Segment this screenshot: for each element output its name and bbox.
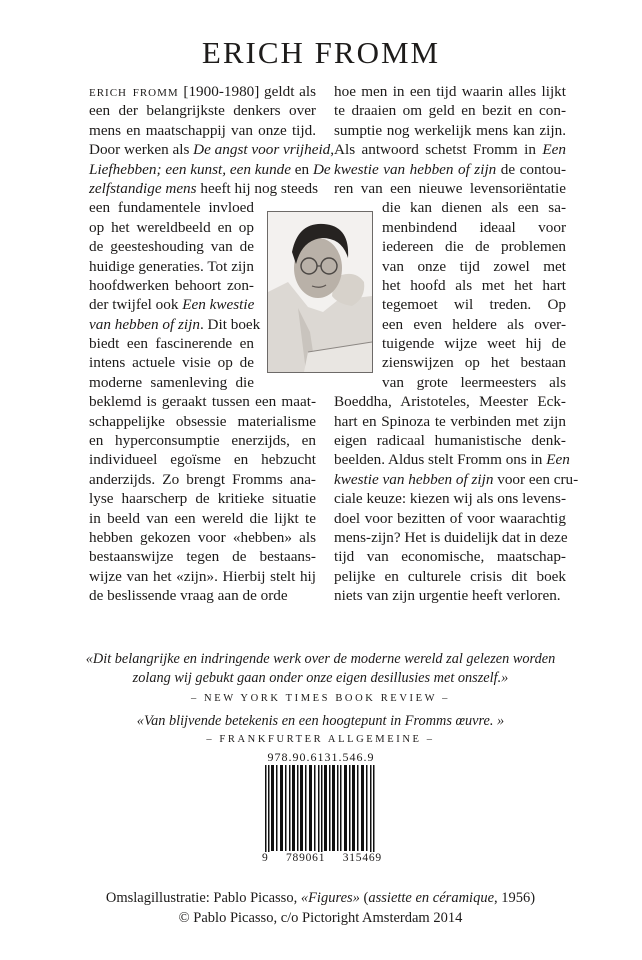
text-run: niets van zijn urgentie heeft verloren. [334, 587, 561, 605]
text-run: op het wereldbeeld en op [89, 218, 254, 236]
text-run: moderne samenleving die [89, 373, 254, 391]
text-line [382, 237, 566, 256]
barcode-digits [261, 852, 383, 864]
italic-title: Een [542, 141, 566, 159]
cover-credit-line-1 [20, 888, 621, 908]
text-run: , [330, 141, 335, 159]
text-line [89, 276, 254, 295]
text-line [89, 392, 316, 411]
text-run: eigen radicaal humanistische denk- [334, 432, 566, 450]
text-line [334, 82, 566, 101]
text-run: te draaien om geld en bezit en con- [334, 102, 566, 120]
text-line [89, 179, 319, 198]
text-line [89, 82, 316, 101]
isbn-text: 978.90.6131.546.9 [267, 750, 375, 764]
review-quote-1-line-1: «Dit belangrijke en indringende werk over de moderne wereld zal gelezen worden [85, 651, 556, 667]
text-run: ren van een nieuwe levensoriëntatie [334, 179, 566, 197]
small-caps-name: erich fromm [89, 83, 179, 100]
text-line [334, 470, 579, 489]
text-line [89, 450, 316, 469]
text-run: en [291, 160, 313, 178]
accent-bar-right [621, 0, 642, 960]
text-line [382, 198, 566, 217]
text-run: iedereen die de problemen [382, 238, 566, 256]
text-line [89, 160, 331, 179]
text-line [334, 528, 566, 547]
text-run: pelijke en culturele crisis dit boek [334, 567, 566, 585]
text-run: intens actuele visie op de [89, 354, 254, 372]
text-run: schappelijke obsessie materialisme [89, 412, 316, 430]
text-line [89, 431, 316, 450]
text-line [89, 198, 254, 217]
italic-title: kwestie van hebben of zijn [334, 470, 494, 488]
text-line [89, 509, 316, 528]
text-run: menbindend ideaal voor [382, 218, 566, 236]
text-line [382, 257, 566, 276]
text-line [89, 121, 316, 140]
text-run: de geesteshouding van de [89, 238, 254, 256]
text-run: voor een cru- [493, 470, 579, 488]
text-run: hart en Spinoza te verbinden met zijn [334, 412, 566, 430]
credit-prefix: Omslagillustratie: Pablo Picasso, [105, 890, 301, 906]
text-run: Boeddha, Aristoteles, Meester Eck- [334, 393, 566, 411]
text-line [334, 547, 566, 566]
text-run: anderzijds. Zo brengt Fromms ana- [89, 470, 316, 488]
text-line [89, 315, 261, 334]
review-quote-1-line-2: zolang wij gebukt gaan onder onze eigen desillusies met onszelf.» [132, 670, 509, 686]
text-run: van grote leermeesters als [382, 373, 566, 391]
text-line [89, 547, 316, 566]
cover-credit [20, 888, 621, 928]
text-run: een der belangrijkste denkers over [89, 102, 316, 120]
credit-paren: ( [359, 890, 369, 906]
text-line [89, 334, 254, 353]
barcode-digit-right: 315469 [342, 852, 382, 864]
text-line [89, 101, 316, 120]
text-run: het hoofd als met het hart [382, 276, 566, 294]
text-run: de beslissende vraag aan de orde [89, 587, 288, 605]
text-line [382, 295, 566, 314]
credit-medium: assiette en céramique [368, 890, 495, 906]
text-line [334, 489, 566, 508]
italic-title: Liefhebben; een kunst, een kunde [89, 160, 291, 178]
text-run: een fundamentele invloed [89, 199, 254, 217]
text-line [334, 121, 566, 140]
text-run: ciale keuze: kiezen wij als ons levens- [334, 490, 566, 508]
text-run: Als antwoord schetst Fromm in [334, 141, 543, 159]
text-run: beelden. Aldus stelt Fromm ons in [334, 451, 547, 469]
text-line [382, 315, 566, 334]
italic-title: Een [546, 451, 570, 469]
text-line [89, 567, 316, 586]
text-run: hoe men in een tijd waarin alles lijkt [334, 83, 566, 100]
review-quote-2: «Van blijvende betekenis en een hoogtepunt in Fromms œuvre. » [136, 713, 505, 729]
text-run: mens-zijn? Het is duidelijk dat in deze [334, 528, 568, 546]
text-line [334, 160, 566, 179]
text-line [382, 334, 566, 353]
text-line [334, 101, 566, 120]
text-line [89, 218, 254, 237]
italic-title: Een kwestie [182, 296, 255, 314]
text-line [89, 373, 254, 392]
review-quote-1 [20, 650, 621, 688]
text-line [334, 179, 566, 198]
italic-title: De [312, 160, 331, 178]
text-line [334, 140, 566, 159]
text-run: hoofdwerken behoort zon- [89, 276, 254, 294]
text-run: lyse haarscherp de kritieke situatie [89, 490, 316, 508]
text-run: der twijfel ook [89, 296, 183, 314]
text-line [382, 276, 566, 295]
italic-title: van hebben of zijn [89, 315, 200, 333]
text-line [89, 528, 316, 547]
text-line [382, 218, 566, 237]
text-run: . Dit boek [199, 315, 261, 333]
text-line [89, 586, 316, 605]
text-run: huidige generaties. Tot zijn [89, 257, 254, 275]
text-line [334, 567, 566, 586]
text-line [334, 509, 566, 528]
text-run: die kan dienen als een sa- [382, 199, 566, 217]
text-run: beklemd is geraakt tussen een maat- [89, 393, 316, 411]
italic-title: zelfstandige mens [89, 179, 197, 197]
barcode-digit-prefix: 9 [262, 852, 269, 864]
text-run: mens en maatschappij van onze tijd. [89, 121, 316, 139]
cover-credit-line-2: © Pablo Picasso, c/o Pictoright Amsterdam 2014 [178, 910, 463, 926]
text-line [334, 450, 570, 469]
text-run: bestaanswijze tegen de bestaans- [89, 548, 316, 566]
text-run: biedt een fascinerende en [89, 335, 254, 353]
italic-title: De angst voor vrijheid [193, 141, 331, 159]
italic-title: kwestie van hebben of zijn [334, 160, 497, 178]
portrait-image [268, 212, 372, 372]
text-run: in beeld van een wereld die lijkt te [89, 509, 316, 527]
text-line [89, 412, 316, 431]
text-line [89, 140, 335, 159]
text-run: en hyperconsumptie enerzijds, en [89, 432, 316, 450]
text-run: de contou- [496, 160, 566, 178]
text-run: tijd van economische, maatschap- [334, 548, 566, 566]
text-line [89, 257, 254, 276]
text-run: tuigende wijze weet hij de [382, 335, 566, 353]
text-run: van onze tijd zowel met [382, 257, 566, 275]
text-line [89, 237, 254, 256]
text-line [89, 295, 254, 314]
text-run: [1900-1980] geldt als [178, 83, 316, 100]
barcode-digit-left: 789061 [285, 852, 326, 864]
text-line [382, 373, 566, 392]
text-line [334, 431, 566, 450]
text-run: wijze van het «zijn». Hierbij stelt hij [89, 567, 316, 585]
text-run: een even heldere als over- [382, 315, 566, 333]
text-line [89, 353, 254, 372]
author-title: ERICH FROMM [201, 35, 441, 70]
text-line [334, 392, 566, 411]
text-run: heeft hij nog steeds [196, 179, 319, 197]
text-run: individueel egoïsme en hebzucht [89, 451, 316, 469]
review-source-2: – FRANKFURTER ALLGEMEINE – [206, 734, 435, 745]
credit-year: , 1956) [494, 890, 536, 906]
text-line [334, 412, 566, 431]
text-run: tegemoet wil treden. Op [382, 296, 566, 314]
author-photo [267, 211, 373, 373]
accent-bar-left [0, 0, 20, 960]
text-line [89, 489, 316, 508]
text-run: Door werken als [89, 141, 194, 159]
text-run: hebben gekozen voor «hebben» als [89, 528, 316, 546]
text-line [89, 470, 316, 489]
text-run: doel voor bezitten of voor waarachtig [334, 509, 566, 527]
barcode-icon [265, 765, 377, 859]
review-source-1: – NEW YORK TIMES BOOK REVIEW – [190, 693, 451, 704]
text-line [334, 586, 566, 605]
text-run: sumptie nog werkelijk mens kan zijn. [334, 121, 566, 139]
text-run: zienswijzen op het bestaan [382, 354, 566, 372]
text-line [382, 353, 566, 372]
credit-artwork-title: «Figures» [300, 890, 360, 906]
